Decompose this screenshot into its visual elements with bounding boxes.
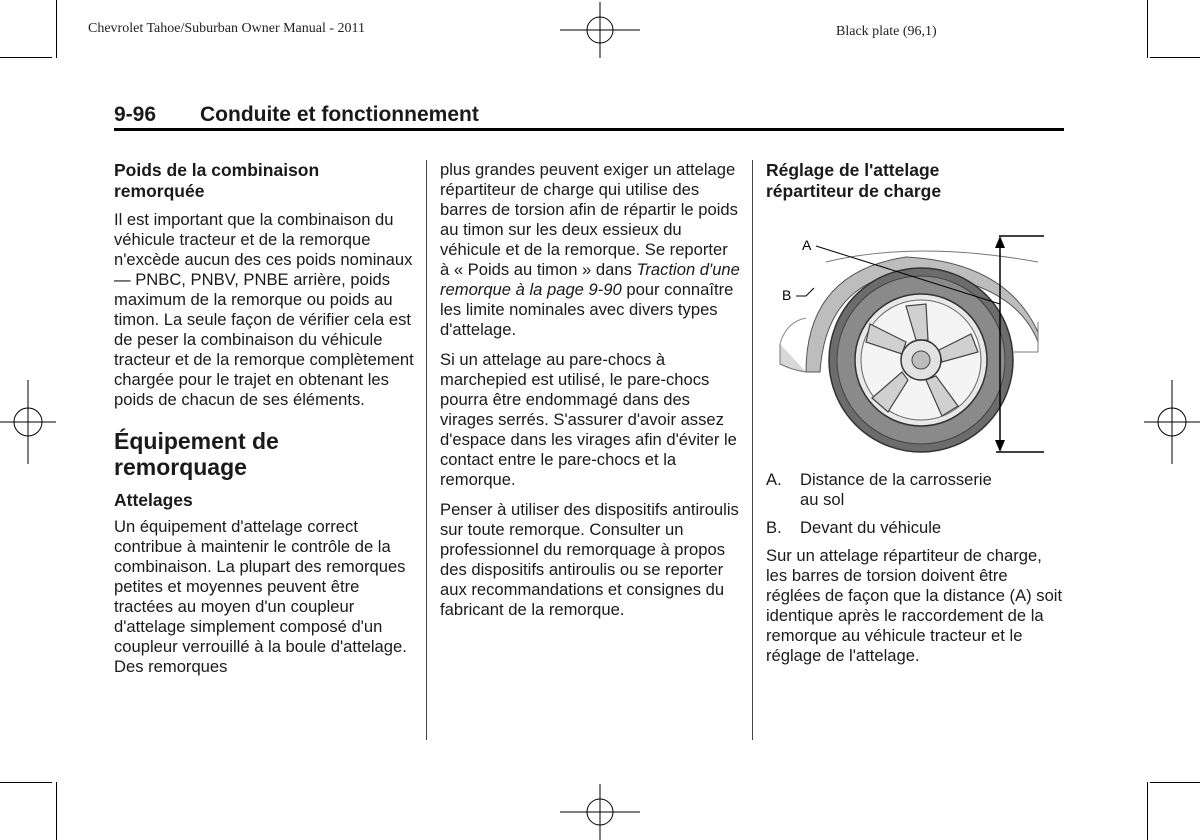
crop-mark <box>56 782 57 840</box>
registration-mark-left <box>0 380 56 464</box>
crop-mark <box>56 0 57 58</box>
wheel-clearance-figure <box>766 222 1056 460</box>
caption-a <box>766 470 1066 510</box>
paragraph: Un équipement d'attelage correct contribue à maintenir le contrôle de la combinaison. La plupart des remorques petites et moyennes peuvent être tractées au moyen d'un coupleur d'attelage simplement composé d'un coupleur verrouillé à la boule d'attelage. Des remorques <box>114 517 407 676</box>
text: pour connaître les limite nominales avec divers types d'attelage. <box>440 280 734 339</box>
paragraph: Il est important que la combinaison du véhicule tracteur et de la remorque n'excède aucun des ces poids nominaux — PNBC, PNBV, PNBE arrière, poids maximum de la remorque ou poids au timon. La seule façon de vérifier cela est de peser la combinaison du véhicule tracteur et de la remorque complètement chargée pour le trajet en obtenant les poids de chacun de ses éléments. <box>114 210 414 409</box>
column-divider <box>426 160 427 740</box>
text: plus grandes peuvent exiger un attelage répartiteur de charge qui utilise des barres de torsion afin de répartir le poids au timon sur les deux essieux du véhicule et de la remorque. Se reporter à « Poids au timon » dans <box>440 160 738 279</box>
figure-label-a: A <box>802 237 812 253</box>
paragraph-with-reference <box>440 160 740 340</box>
registration-mark-bottom <box>560 784 640 840</box>
section-title: Conduite et fonctionnement <box>200 103 479 126</box>
crop-mark <box>1147 0 1148 58</box>
caption-b <box>766 518 1066 538</box>
cross-reference-link[interactable]: Traction d'une remorque à la page 9-90 <box>440 260 740 299</box>
header-left: Chevrolet Tahoe/Suburban Owner Manual - 2011 <box>88 21 366 36</box>
section-rule <box>114 128 1064 131</box>
heading-attelages: Attelages <box>114 490 193 510</box>
caption-letter: A. <box>766 470 782 489</box>
crop-mark <box>1150 57 1200 58</box>
caption-text: Distance de la carrosserie au sol <box>800 470 992 509</box>
paragraph: Penser à utiliser des dispositifs antiroulis sur toute remorque. Consulter un professionnel du remorquage à propos des dispositifs antiroulis ou se reporter aux recommandations et consignes du fabricant de la remorque. <box>440 500 739 619</box>
crop-mark <box>0 57 52 58</box>
figure-label-b: B <box>782 287 792 303</box>
column-3 <box>766 160 1066 676</box>
heading-poids-combinaison: Poids de la combinaison remorquée <box>114 160 320 201</box>
column-divider <box>752 160 753 740</box>
column-1 <box>114 160 414 687</box>
registration-mark-right <box>1144 380 1200 464</box>
heading-equipement-remorquage: Équipement de remorquage <box>114 428 279 480</box>
registration-mark-top <box>560 2 640 58</box>
paragraph: Si un attelage au pare-chocs à marchepied est utilisé, le pare-chocs pourra être endommagé dans des virages serrés. S'assurer d'avoir assez d'espace dans les virages afin d'éviter le contact entre le pare-chocs et la remorque. <box>440 350 737 489</box>
crop-mark <box>0 782 52 783</box>
heading-reglage-attelage: Réglage de l'attelage répartiteur de charge <box>766 160 942 201</box>
paragraph: Sur un attelage répartiteur de charge, les barres de torsion doivent être réglées de façon que la distance (A) soit identique après le raccordement de la remorque au véhicule tracteur et le réglage de l'attelage. <box>766 546 1063 665</box>
crop-mark <box>1147 782 1148 840</box>
section-number: 9-96 <box>114 103 157 126</box>
column-2 <box>440 160 740 630</box>
caption-letter: B. <box>766 518 782 537</box>
caption-text: Devant du véhicule <box>800 518 942 537</box>
crop-mark <box>1150 782 1200 783</box>
header-right: Black plate (96,1) <box>836 24 937 39</box>
